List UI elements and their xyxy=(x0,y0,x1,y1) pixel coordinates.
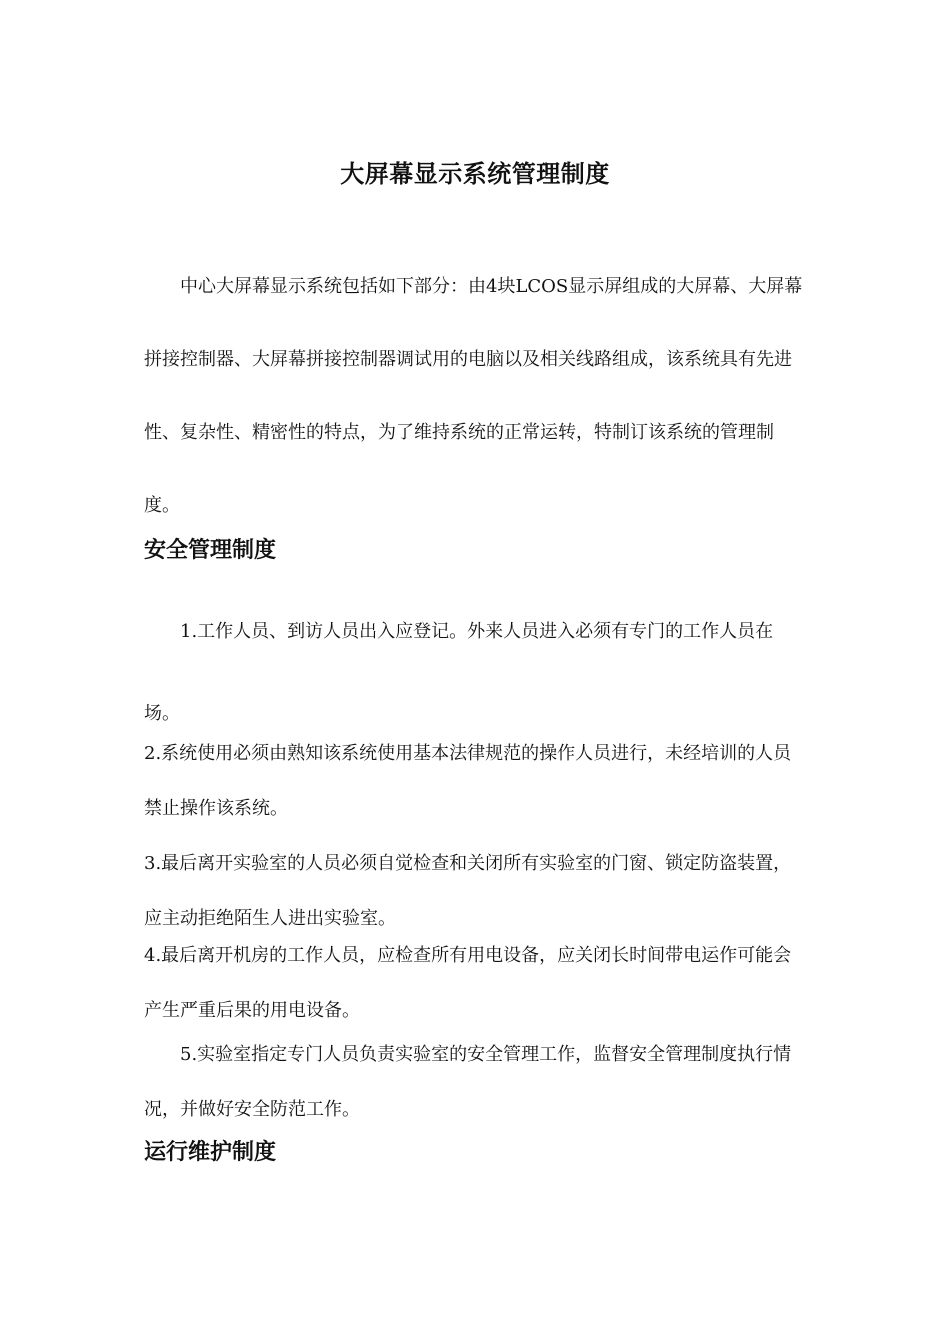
safety-item-4: 4.最后离开机房的工作人员，应检查所有用电设备，应关闭长时间带电运作可能会产生严重后果的用电设备。 xyxy=(144,945,792,1021)
section-heading-maintenance: 运行维护制度 xyxy=(144,1139,277,1165)
safety-item-5: 5.实验室指定专门人员负责实验室的安全管理工作，监督安全管理制度执行情况，并做好安全防范工作。 xyxy=(144,1044,792,1120)
section-heading-safety: 安全管理制度 xyxy=(144,537,277,563)
document-title: 大屏幕显示系统管理制度 xyxy=(340,159,610,188)
safety-item-3: 3.最后离开实验室的人员必须自觉检查和关闭所有实验室的门窗、锁定防盗装置，应主动拒绝陌生人进出实验室。 xyxy=(144,853,792,929)
safety-item-2: 2.系统使用必须由熟知该系统使用基本法律规范的操作人员进行，未经培训的人员禁止操作该系统。 xyxy=(144,743,792,819)
intro-paragraph: 中心大屏幕显示系统包括如下部分：由4块LCOS显示屏组成的大屏幕、大屏幕拼接控制器、大屏幕拼接控制器调试用的电脑以及相关线路组成，该系统具有先进性、复杂性、精密性的特点，为了维持系统的正常运转，特制订该系统的管理制度。 xyxy=(144,276,803,516)
safety-item-1: 1.工作人员、到访人员出入应登记。外来人员进入必须有专门的工作人员在场。 xyxy=(144,621,774,724)
